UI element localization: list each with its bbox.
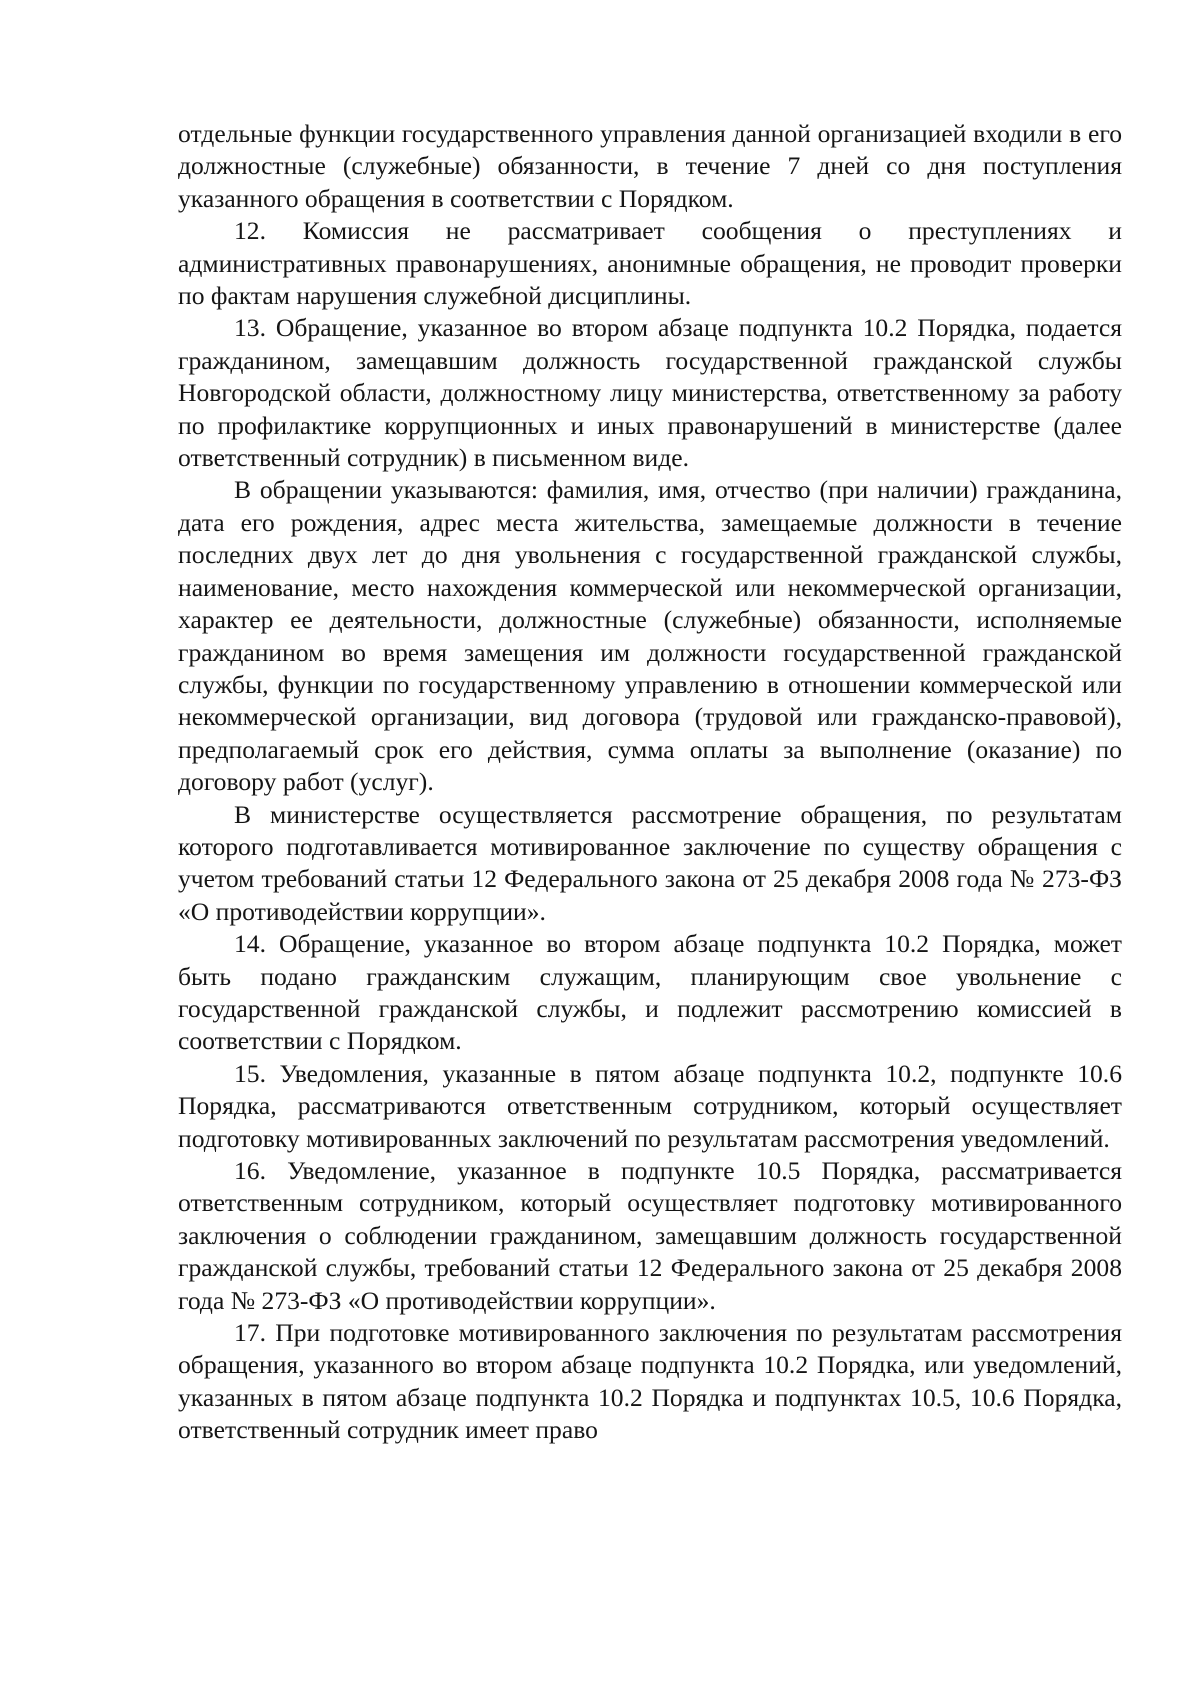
document-body (178, 118, 1122, 1447)
paragraph-continuation: отдельные функции государственного управления данной организацией входили в его должностные (служебные) обязанности, в течение 7 дней со дня поступления указанного обращения в соответствии с Порядком. (178, 119, 1122, 213)
paragraph-14: 14. Обращение, указанное во втором абзаце подпункта 10.2 Порядка, может быть подано гражданским служащим, планирующим свое увольнение с государственной гражданской службы, и подлежит рассмотрению комиссией в соответствии с Порядком. (178, 929, 1122, 1056)
paragraph-15: 15. Уведомления, указанные в пятом абзаце подпункта 10.2, подпункте 10.6 Порядка, рассматриваются ответственным сотрудником, который осуществляет подготовку мотивированных заключений по результатам рассмотрения уведомлений. (178, 1058, 1122, 1153)
paragraph-16: 16. Уведомление, указанное в подпункте 10.5 Порядка, рассматривается ответственным сотрудником, который осуществляет подготовку мотивированного заключения о соблюдении гражданином, замещавшим должность государственной гражданской службы, требований статьи 12 Федерального закона от 25 декабря 2008 года № 273-ФЗ «О противодействии коррупции». (178, 1156, 1122, 1315)
paragraph-12: 12. Комиссия не рассматривает сообщения о преступлениях и административных правонарушениях, анонимные обращения, не проводит проверки по фактам нарушения служебной дисциплины. (178, 216, 1122, 311)
paragraph-13: 13. Обращение, указанное во втором абзаце подпункта 10.2 Порядка, подается гражданином, замещавшим должность государственной гражданской службы Новгородской области, должностному лицу министерства, ответственному за работу по профилактике коррупционных и иных правонарушений в министерстве (далее ответственный сотрудник) в письменном виде. (178, 313, 1122, 473)
paragraph-13-contents: В обращении указываются: фамилия, имя, отчество (при наличии) гражданина, дата его рождения, адрес места жительства, замещаемые должности в течение последних двух лет до дня увольнения с государственной гражданской службы, наименование, место нахождения коммерческой или некоммерческой организации, характер ее деятельности, должностные (служебные) обязанности, исполняемые гражданином во время замещения им должности государственной гражданской службы, функции по государственному управлению в отношении коммерческой или некоммерческой организации, вид договора (трудовой или гражданско-правовой), предполагаемый срок его действия, сумма оплаты за выполнение (оказание) по договору работ (услуг). (178, 475, 1122, 797)
paragraph-17: 17. При подготовке мотивированного заключения по результатам рассмотрения обращения, указанного во втором абзаце подпункта 10.2 Порядка, или уведомлений, указанных в пятом абзаце подпункта 10.2 Порядка и подпунктах 10.5, 10.6 Порядка, ответственный сотрудник имеет право (178, 1318, 1122, 1445)
paragraph-13-review: В министерстве осуществляется рассмотрение обращения, по результатам которого подготавливается мотивированное заключение по существу обращения с учетом требований статьи 12 Федерального закона от 25 декабря 2008 года № 273-ФЗ «О противодействии коррупции». (178, 799, 1122, 926)
